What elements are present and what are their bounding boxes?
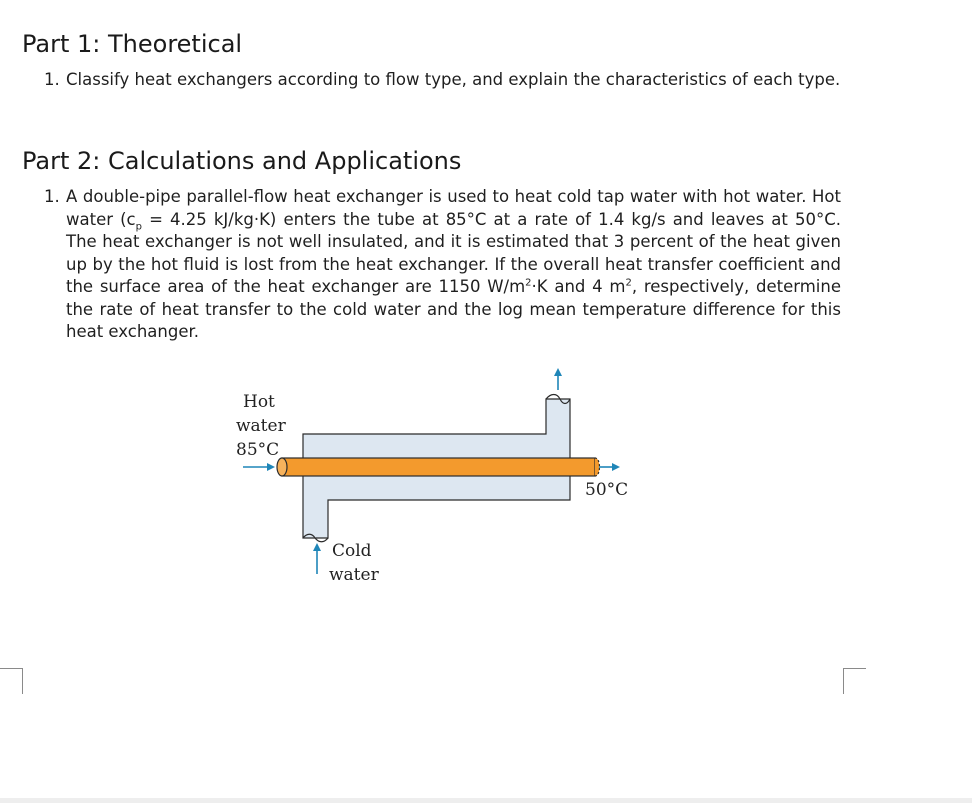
hot-tube <box>282 458 595 476</box>
cp-subscript: p <box>135 220 142 232</box>
question-text-part-d: , respectively, determine the rate of heat transfer to the cold water and the log mean temperature difference for this heat exchanger. <box>66 277 841 341</box>
question-text: Classify heat exchangers according to flow type, and explain the characteristics of each type. <box>66 70 841 89</box>
cold-outlet-arrow <box>554 368 562 390</box>
part1-heading: Part 1: Theoretical <box>22 30 243 58</box>
question-text-part-a: A double-pipe parallel-flow heat exchanger is used to heat cold tap water with hot water. Hot water (c <box>66 187 841 229</box>
hot-outlet-temperature: 50°C <box>585 480 629 500</box>
heat-exchanger-diagram <box>225 362 645 592</box>
superscript-squared: 2 <box>525 277 532 289</box>
page-corner-mark-left <box>0 668 23 694</box>
hot-outlet-arrow <box>599 463 620 471</box>
part2-question-1 <box>44 186 841 344</box>
cold-water-label-line1: Cold <box>332 541 372 561</box>
hot-tube-outlet-end <box>595 458 600 476</box>
question-text <box>66 186 841 344</box>
hot-water-label-line2: water <box>236 416 286 436</box>
page-bottom-edge <box>0 798 972 803</box>
hot-tube-inlet-end <box>277 458 287 476</box>
hot-inlet-temperature: 85°C <box>236 440 280 460</box>
list-number: 1. <box>44 70 60 89</box>
page-corner-mark-right <box>843 668 866 694</box>
part2-heading: Part 2: Calculations and Applications <box>22 147 462 175</box>
part1-question-1 <box>44 69 841 92</box>
list-number: 1. <box>44 187 60 206</box>
superscript-squared: 2 <box>625 277 632 289</box>
question-text-part-c: ·K and 4 m <box>531 277 626 296</box>
hot-water-label-line1: Hot <box>243 392 275 412</box>
hot-inlet-arrow <box>243 463 275 471</box>
question-text-part-b: = 4.25 kJ/kg·K) enters the tube at 85°C at a rate of 1.4 kg/s and leaves at 50°C. The heat exchanger is not well insulated, and it is estimated that 3 percent of the heat given up by the hot fluid is lost from the heat exchanger. If the overall heat transfer coefficient and the surface area of the heat exchanger are 1150 W/m <box>66 209 841 296</box>
cold-inlet-arrow <box>313 543 321 574</box>
cold-water-label-line2: water <box>329 565 379 585</box>
